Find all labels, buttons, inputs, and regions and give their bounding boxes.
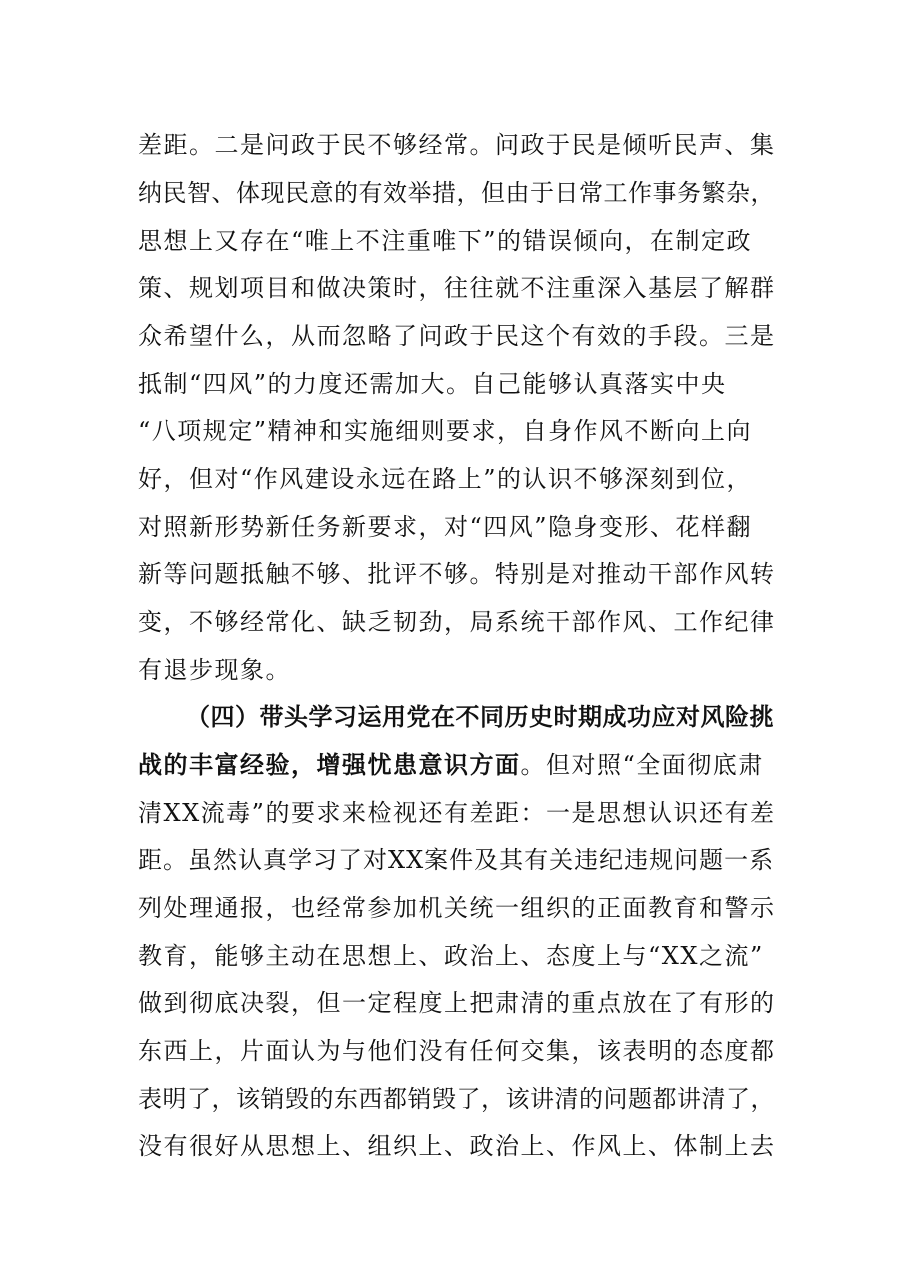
paragraph-line: 众希望什么，从而忽略了问政于民这个有效的手段。三是: [138, 322, 776, 350]
paragraph-line: 抵制“四风”的力度还需加大。自己能够认真落实中央: [138, 370, 727, 398]
paragraph-line: “八项规定”精神和实施细则要求，自身作风不断向上向: [138, 417, 753, 445]
paragraph-line: 东西上，片面认为与他们没有任何交集，该表明的态度都: [138, 1037, 776, 1065]
paragraph-line: 有退步现象。: [138, 656, 291, 684]
paragraph-line: 列处理通报，也经常参加机关统一组织的正面教育和警示: [138, 894, 776, 922]
paragraph-line: 纳民智、体现民意的有效举措，但由于日常工作事务繁杂，: [138, 179, 775, 207]
section-heading-bold: 战的丰富经验，增强忧患意识方面: [138, 750, 521, 779]
paragraph-line: 新等问题抵触不够、批评不够。特别是对推动干部作风转: [138, 560, 776, 588]
paragraph-line: 教育，能够主动在思想上、政治上、态度上与“XX之流”: [138, 942, 764, 970]
paragraph-line: 好，但对“作风建设永远在路上”的认识不够深刻到位，: [138, 465, 753, 493]
paragraph-line: 没有很好从思想上、组织上、政治上、作风上、体制上去: [138, 1132, 776, 1160]
paragraph-line: 思想上又存在“唯上不注重唯下”的错误倾向，在制定政: [138, 227, 753, 255]
section-heading-continuation: [138, 745, 778, 785]
paragraph-line: 距。虽然认真学习了对XX案件及其有关违纪违规问题一系: [138, 846, 775, 874]
paragraph-line: 表明了，该销毁的东西都销毁了，该讲清的问题都讲清了，: [138, 1085, 775, 1113]
paragraph-line: 变，不够经常化、缺乏韧劲，局系统干部作风、工作纪律: [138, 608, 776, 636]
paragraph-line: 清XX流毒”的要求来检视还有差距：一是思想认识还有差: [138, 799, 776, 827]
paragraph-line: 做到彻底决裂，但一定程度上把肃清的重点放在了有形的: [138, 989, 776, 1017]
paragraph-line: 对照新形势新任务新要求，对“四风”隐身变形、花样翻: [138, 513, 753, 541]
paragraph-line: 策、规划项目和做决策时，往往就不注重深入基层了解群: [138, 274, 776, 302]
section-heading-rest: 。但对照“全面彻底肃: [520, 751, 764, 779]
paragraph-line: 差距。二是问政于民不够经常。问政于民是倾听民声、集: [138, 131, 776, 159]
section-heading: （四）带头学习运用党在不同历史时期成功应对风险挑: [186, 702, 774, 731]
